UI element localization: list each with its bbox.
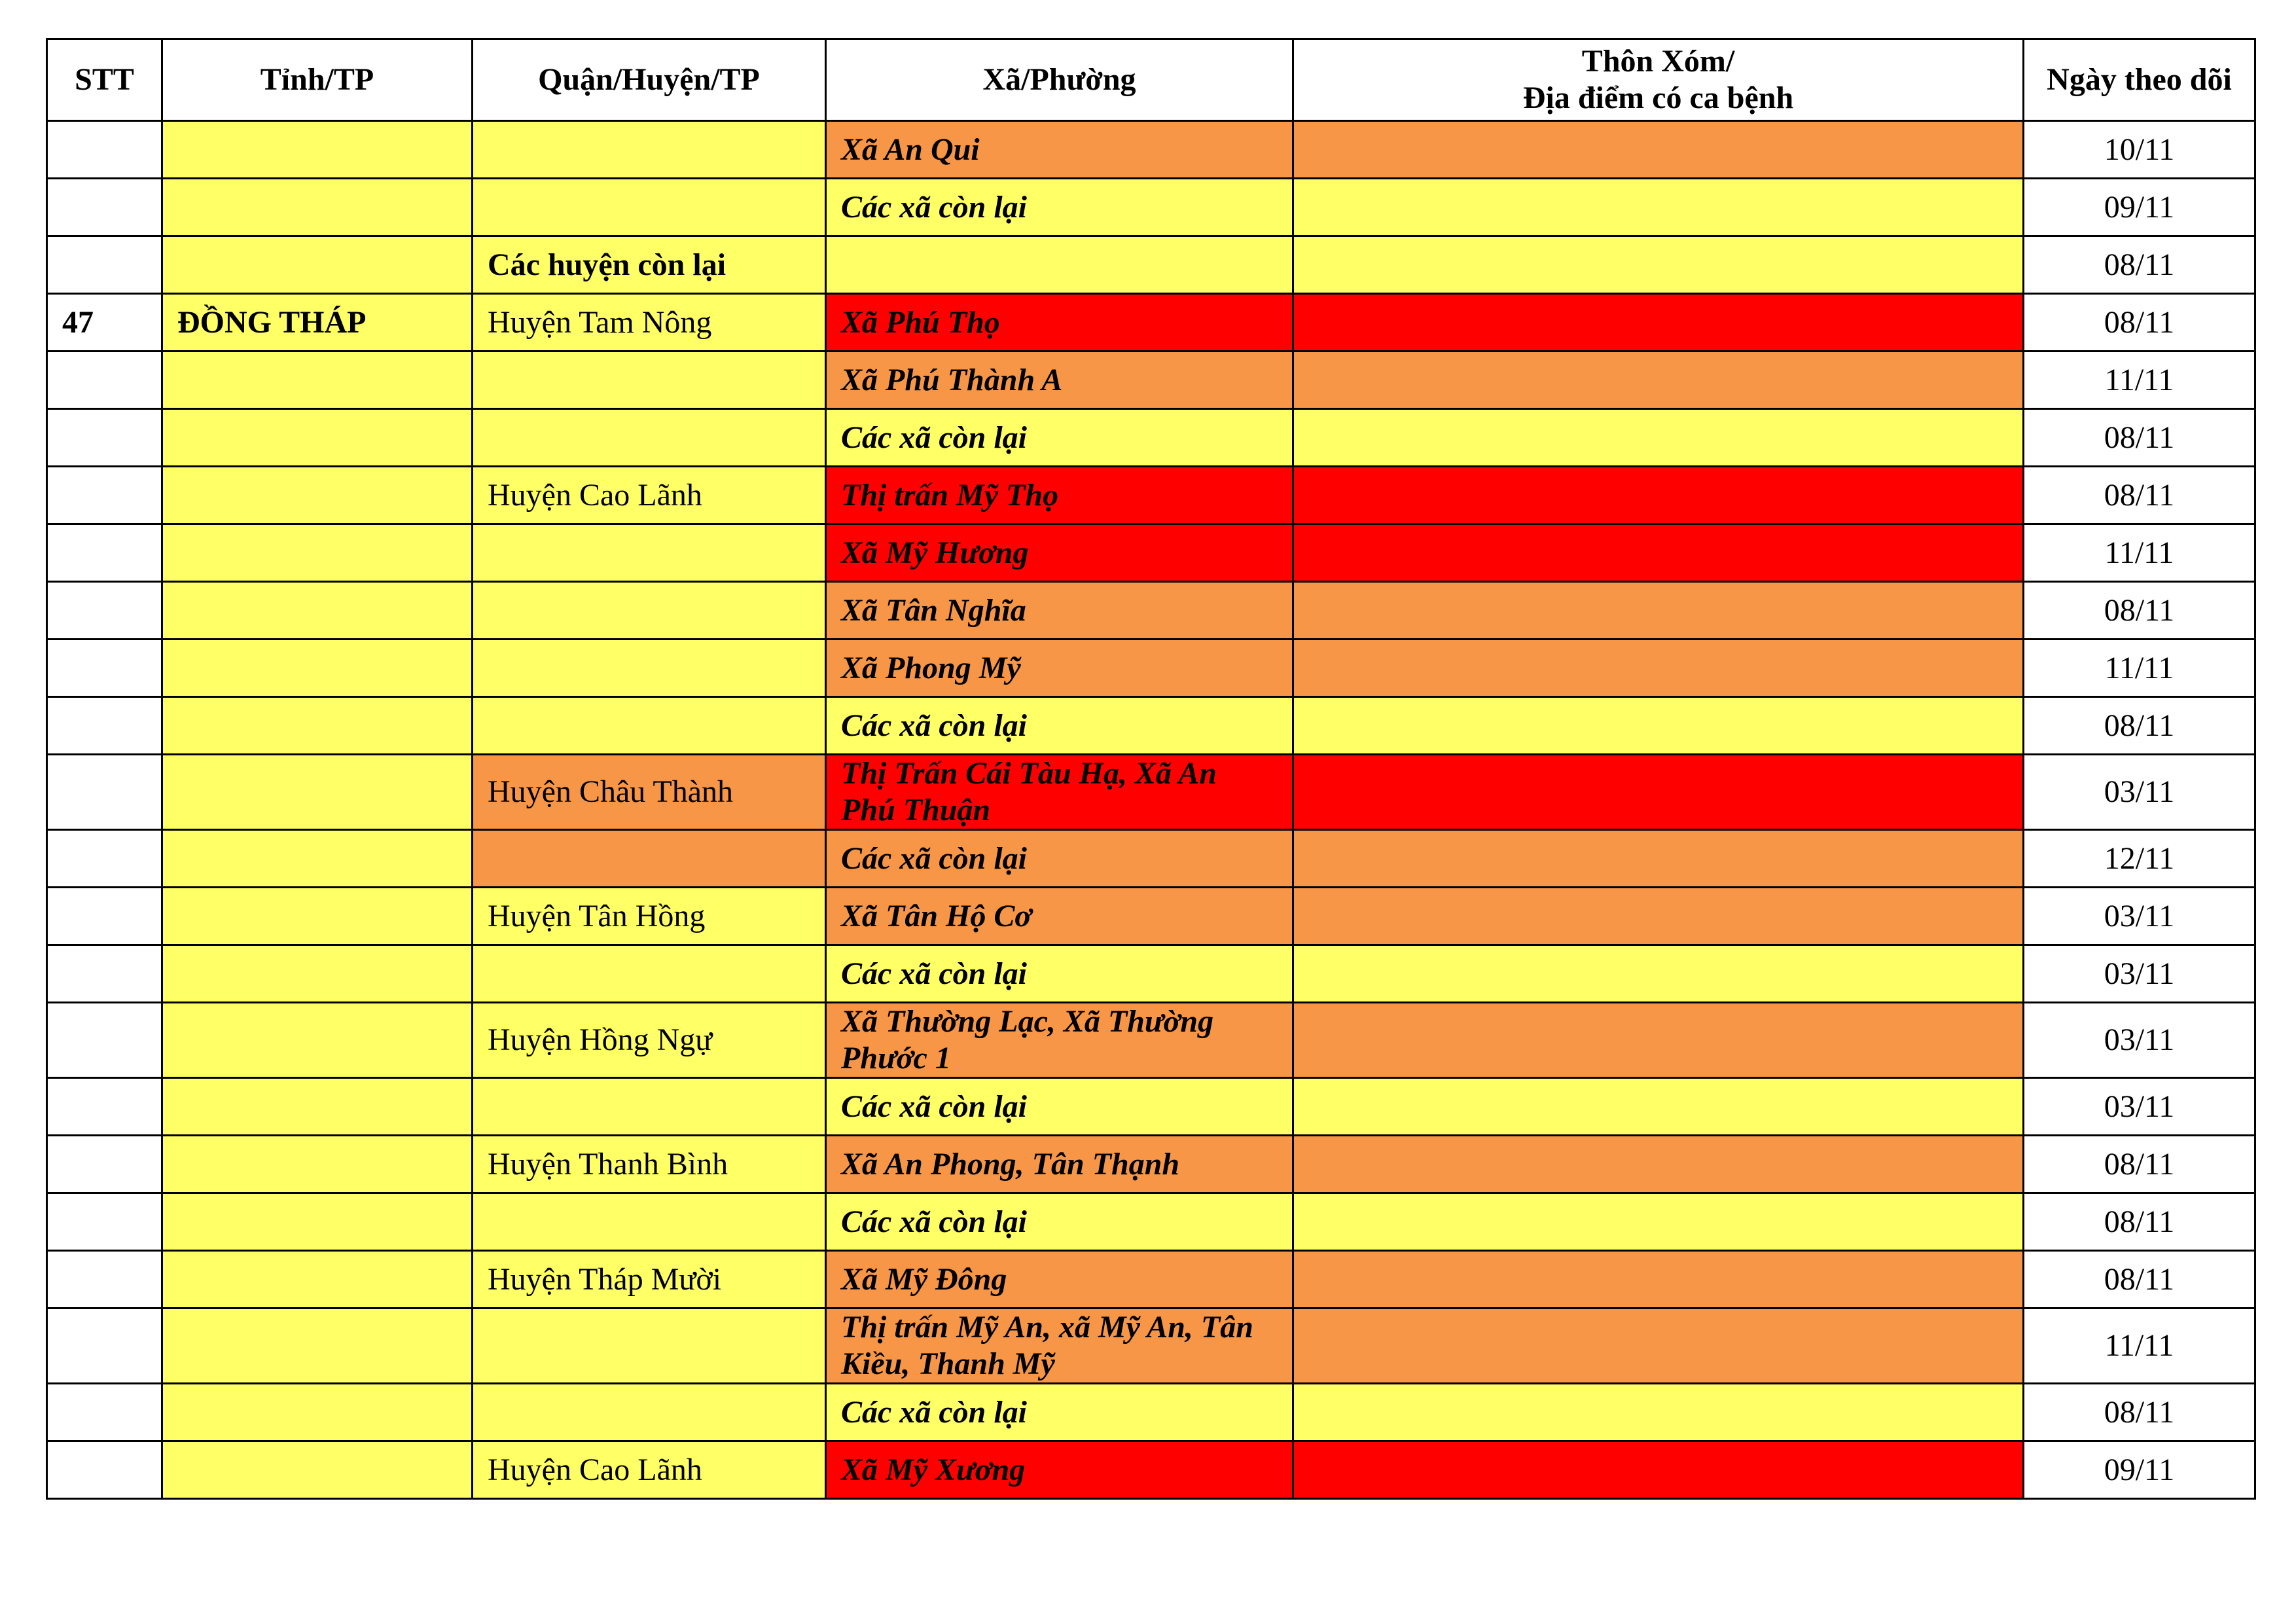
date-cell: 08/11 <box>2024 294 2255 352</box>
date-cell: 12/11 <box>2024 830 2255 888</box>
date-cell: 09/11 <box>2024 179 2255 236</box>
hamlet-cell <box>1293 1441 2024 1499</box>
hamlet-cell <box>1293 1193 2024 1251</box>
province-cell <box>162 1193 473 1251</box>
stt-cell <box>47 640 162 697</box>
table-header <box>47 39 2255 121</box>
stt-cell <box>47 1136 162 1193</box>
table-row <box>47 524 2255 582</box>
date-cell: 10/11 <box>2024 121 2255 179</box>
table-row <box>47 409 2255 467</box>
table-row <box>47 830 2255 888</box>
ward-cell: Xã Mỹ Đông <box>826 1251 1293 1308</box>
district-cell: Huyện Tháp Mười <box>473 1251 826 1308</box>
district-cell <box>473 352 826 409</box>
stt-cell <box>47 121 162 179</box>
hamlet-cell <box>1293 1003 2024 1078</box>
stt-cell <box>47 179 162 236</box>
ward-cell: Xã Thường Lạc, Xã Thường Phước 1 <box>826 1003 1293 1078</box>
date-cell: 03/11 <box>2024 1078 2255 1136</box>
district-cell: Huyện Châu Thành <box>473 755 826 830</box>
date-cell: 03/11 <box>2024 1003 2255 1078</box>
ward-cell: Xã Mỹ Xương <box>826 1441 1293 1499</box>
hamlet-cell <box>1293 697 2024 755</box>
province-cell <box>162 697 473 755</box>
ward-cell: Xã An Qui <box>826 121 1293 179</box>
hamlet-cell <box>1293 755 2024 830</box>
ward-cell: Các xã còn lại <box>826 179 1293 236</box>
province-cell <box>162 467 473 524</box>
ward-cell: Các xã còn lại <box>826 830 1293 888</box>
ward-cell: Xã Phú Thành A <box>826 352 1293 409</box>
ward-cell: Thị trấn Mỹ Thọ <box>826 467 1293 524</box>
province-cell <box>162 945 473 1003</box>
district-cell <box>473 524 826 582</box>
district-cell: Huyện Tam Nông <box>473 294 826 352</box>
table-row <box>47 1078 2255 1136</box>
stt-cell <box>47 1003 162 1078</box>
province-cell <box>162 1078 473 1136</box>
hamlet-cell <box>1293 888 2024 945</box>
date-cell: 03/11 <box>2024 755 2255 830</box>
table-row <box>47 352 2255 409</box>
district-cell <box>473 582 826 640</box>
stt-cell <box>47 830 162 888</box>
ward-cell: Xã An Phong, Tân Thạnh <box>826 1136 1293 1193</box>
district-cell: Huyện Thanh Bình <box>473 1136 826 1193</box>
hamlet-cell <box>1293 236 2024 294</box>
header-hamlet <box>1293 39 2024 121</box>
province-cell <box>162 1308 473 1384</box>
district-cell <box>473 640 826 697</box>
table-row <box>47 1136 2255 1193</box>
hamlet-cell <box>1293 409 2024 467</box>
ward-cell: Thị Trấn Cái Tàu Hạ, Xã An Phú Thuận <box>826 755 1293 830</box>
stt-cell <box>47 236 162 294</box>
date-cell: 11/11 <box>2024 352 2255 409</box>
date-cell: 08/11 <box>2024 409 2255 467</box>
district-cell <box>473 697 826 755</box>
table-row <box>47 1308 2255 1384</box>
province-cell <box>162 640 473 697</box>
date-cell: 08/11 <box>2024 467 2255 524</box>
district-cell <box>473 1193 826 1251</box>
header-hamlet-line2: Địa điểm có ca bệnh <box>1522 81 1794 115</box>
stt-cell <box>47 352 162 409</box>
table-row <box>47 697 2255 755</box>
province-cell: ĐỒNG THÁP <box>162 294 473 352</box>
header-ward: Xã/Phường <box>826 39 1293 121</box>
hamlet-cell <box>1293 352 2024 409</box>
district-cell: Huyện Hồng Ngự <box>473 1003 826 1078</box>
date-cell: 11/11 <box>2024 640 2255 697</box>
province-cell <box>162 888 473 945</box>
province-cell <box>162 179 473 236</box>
header-hamlet-line1: Thôn Xóm/ <box>1581 44 1735 79</box>
ward-cell <box>826 236 1293 294</box>
hamlet-cell <box>1293 1078 2024 1136</box>
stt-cell <box>47 1308 162 1384</box>
header-district: Quận/Huyện/TP <box>473 39 826 121</box>
stt-cell <box>47 1384 162 1441</box>
stt-cell <box>47 888 162 945</box>
table-row <box>47 1384 2255 1441</box>
date-cell: 08/11 <box>2024 1384 2255 1441</box>
district-cell <box>473 1078 826 1136</box>
hamlet-cell <box>1293 121 2024 179</box>
ward-cell: Xã Tân Nghĩa <box>826 582 1293 640</box>
ward-cell: Các xã còn lại <box>826 409 1293 467</box>
table-row <box>47 1003 2255 1078</box>
hamlet-cell <box>1293 524 2024 582</box>
district-cell <box>473 179 826 236</box>
table-row <box>47 945 2255 1003</box>
district-cell <box>473 830 826 888</box>
ward-cell: Các xã còn lại <box>826 1384 1293 1441</box>
date-cell: 08/11 <box>2024 697 2255 755</box>
province-cell <box>162 755 473 830</box>
hamlet-cell <box>1293 640 2024 697</box>
district-cell <box>473 1384 826 1441</box>
stt-cell <box>47 1193 162 1251</box>
hamlet-cell <box>1293 294 2024 352</box>
table-row <box>47 1251 2255 1308</box>
stt-cell: 47 <box>47 294 162 352</box>
header-date: Ngày theo dõi <box>2024 39 2255 121</box>
date-cell: 08/11 <box>2024 236 2255 294</box>
ward-cell: Xã Phong Mỹ <box>826 640 1293 697</box>
province-cell <box>162 236 473 294</box>
district-cell: Huyện Cao Lãnh <box>473 467 826 524</box>
table-row <box>47 755 2255 830</box>
stt-cell <box>47 697 162 755</box>
hamlet-cell <box>1293 945 2024 1003</box>
ward-cell: Các xã còn lại <box>826 1193 1293 1251</box>
stt-cell <box>47 1441 162 1499</box>
date-cell: 08/11 <box>2024 1136 2255 1193</box>
province-cell <box>162 830 473 888</box>
risk-level-table <box>46 38 2256 1500</box>
ward-cell: Các xã còn lại <box>826 945 1293 1003</box>
table-row <box>47 888 2255 945</box>
district-cell <box>473 1308 826 1384</box>
date-cell: 08/11 <box>2024 1251 2255 1308</box>
district-cell <box>473 409 826 467</box>
table-row <box>47 1193 2255 1251</box>
stt-cell <box>47 524 162 582</box>
province-cell <box>162 1251 473 1308</box>
stt-cell <box>47 582 162 640</box>
table-row <box>47 467 2255 524</box>
hamlet-cell <box>1293 582 2024 640</box>
table-row <box>47 640 2255 697</box>
table-body <box>47 121 2255 1499</box>
date-cell: 11/11 <box>2024 524 2255 582</box>
province-cell <box>162 409 473 467</box>
ward-cell: Thị trấn Mỹ An, xã Mỹ An, Tân Kiều, Thanh Mỹ <box>826 1308 1293 1384</box>
stt-cell <box>47 755 162 830</box>
stt-cell <box>47 1078 162 1136</box>
province-cell <box>162 1136 473 1193</box>
header-stt: STT <box>47 39 162 121</box>
stt-cell <box>47 467 162 524</box>
ward-cell: Các xã còn lại <box>826 1078 1293 1136</box>
province-cell <box>162 524 473 582</box>
date-cell: 08/11 <box>2024 1193 2255 1251</box>
province-cell <box>162 1384 473 1441</box>
ward-cell: Xã Tân Hộ Cơ <box>826 888 1293 945</box>
district-cell: Huyện Tân Hồng <box>473 888 826 945</box>
table-row <box>47 236 2255 294</box>
province-cell <box>162 352 473 409</box>
table-row <box>47 121 2255 179</box>
table-row <box>47 1441 2255 1499</box>
ward-cell: Xã Mỹ Hương <box>826 524 1293 582</box>
table-row <box>47 582 2255 640</box>
province-cell <box>162 582 473 640</box>
ward-cell: Xã Phú Thọ <box>826 294 1293 352</box>
stt-cell <box>47 1251 162 1308</box>
district-cell <box>473 121 826 179</box>
hamlet-cell <box>1293 1384 2024 1441</box>
hamlet-cell <box>1293 467 2024 524</box>
hamlet-cell <box>1293 1136 2024 1193</box>
hamlet-cell <box>1293 1251 2024 1308</box>
header-province: Tỉnh/TP <box>162 39 473 121</box>
district-cell: Huyện Cao Lãnh <box>473 1441 826 1499</box>
hamlet-cell <box>1293 830 2024 888</box>
hamlet-cell <box>1293 1308 2024 1384</box>
table-row <box>47 294 2255 352</box>
stt-cell <box>47 945 162 1003</box>
date-cell: 08/11 <box>2024 582 2255 640</box>
stt-cell <box>47 409 162 467</box>
date-cell: 03/11 <box>2024 888 2255 945</box>
ward-cell: Các xã còn lại <box>826 697 1293 755</box>
hamlet-cell <box>1293 179 2024 236</box>
date-cell: 11/11 <box>2024 1308 2255 1384</box>
province-cell <box>162 121 473 179</box>
district-cell: Các huyện còn lại <box>473 236 826 294</box>
date-cell: 03/11 <box>2024 945 2255 1003</box>
table-row <box>47 179 2255 236</box>
header-row <box>47 39 2255 121</box>
province-cell <box>162 1003 473 1078</box>
district-cell <box>473 945 826 1003</box>
date-cell: 09/11 <box>2024 1441 2255 1499</box>
province-cell <box>162 1441 473 1499</box>
